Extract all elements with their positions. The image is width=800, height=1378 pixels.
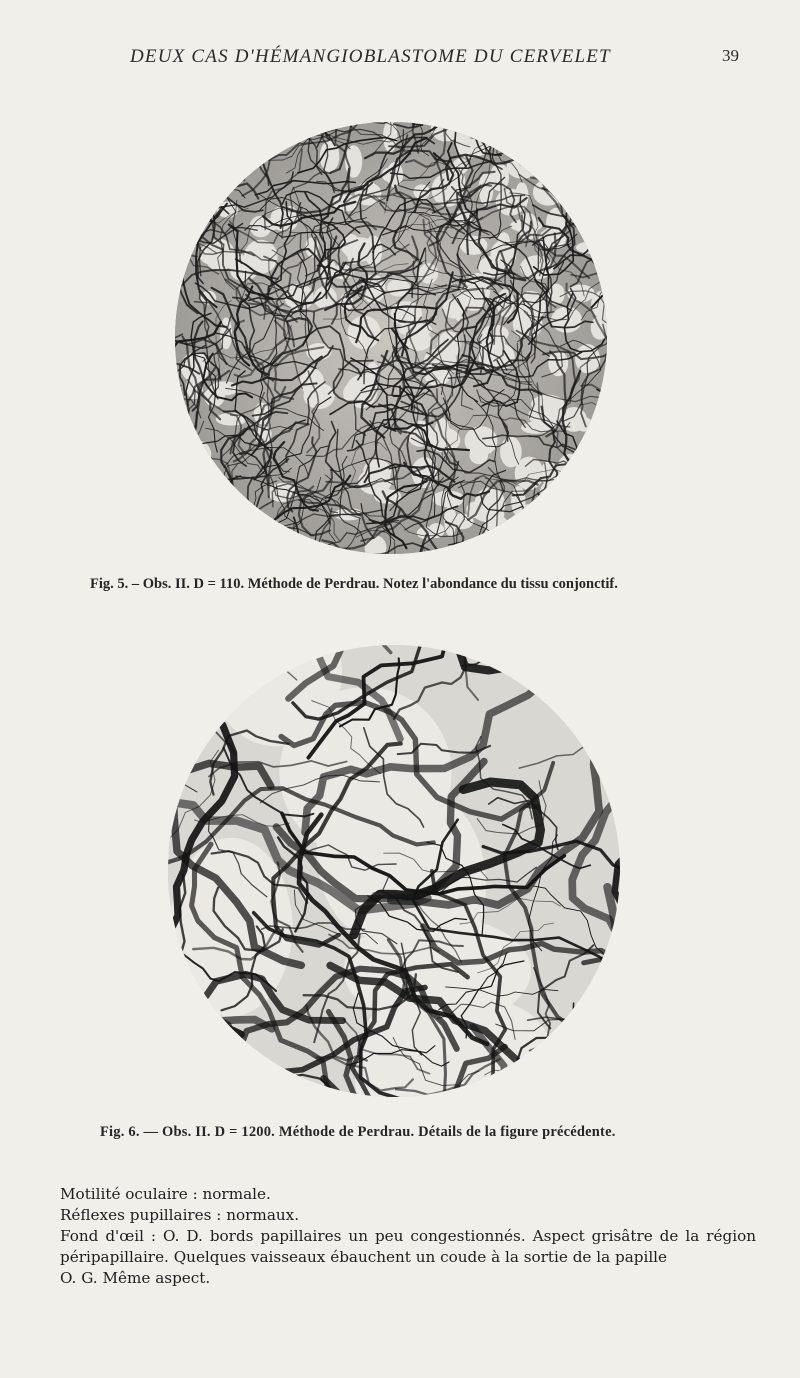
reticulin-fibre <box>523 519 582 554</box>
cell-space <box>541 461 558 485</box>
cell-space <box>591 200 607 221</box>
reticulin-fibre <box>175 523 215 555</box>
reticulin-fibre <box>535 645 620 669</box>
reticulin-fibre <box>587 138 607 230</box>
reticulin-fibre <box>591 456 607 544</box>
page-number: 39 <box>722 46 739 65</box>
cell-space <box>575 122 604 146</box>
reticulin-fibre <box>505 122 541 162</box>
reticulin-fibre <box>574 645 620 647</box>
reticulin-fibre <box>175 415 184 454</box>
reticulin-fibre <box>506 542 580 554</box>
reticulin-fibre <box>175 227 184 264</box>
reticulin-fibre <box>511 122 543 123</box>
reticulin-fibre <box>190 458 217 548</box>
reticulin-fibre <box>188 543 281 554</box>
reticulin-fibre <box>475 533 497 554</box>
cell-space <box>516 527 531 554</box>
cell-space <box>456 125 484 159</box>
cell-space <box>490 122 509 145</box>
cell-space <box>559 505 579 524</box>
reticulin-fibre <box>476 122 559 141</box>
reticulin-fibre <box>538 496 607 546</box>
cell-space <box>244 527 268 554</box>
cell-space <box>558 136 578 156</box>
cell-space <box>497 523 520 539</box>
reticulin-fibre <box>175 122 198 142</box>
reticulin-fibre <box>446 545 510 554</box>
figure-6-micrograph <box>168 645 620 1097</box>
reticulin-fibre <box>281 539 303 554</box>
body-line-left-eye: O. G. Même aspect. <box>60 1269 211 1287</box>
reticulin-fibre <box>576 122 608 193</box>
reticulin-fibre <box>589 505 607 514</box>
cell-space <box>578 456 605 481</box>
reticulin-fibre <box>175 122 229 138</box>
reticulin-fibre <box>175 153 183 241</box>
reticulin-fibre <box>527 127 596 162</box>
reticulin-fibre <box>493 528 567 554</box>
reticulin-fibre <box>175 175 209 234</box>
reticulin-fibre <box>175 517 179 534</box>
reticulin-fibre <box>175 483 226 512</box>
reticulin-fibre <box>575 491 607 538</box>
reticulin-fibre <box>599 438 608 488</box>
reticulin-fibre <box>568 550 600 554</box>
reticulin-fibre <box>593 188 607 243</box>
reticulin-fibre <box>175 136 202 164</box>
reticulin-fibre <box>175 385 181 454</box>
body-paragraph-fundus: Fond d'œil : O. D. bords papillaires un peu congestionnés. Aspect grisâtre de la région péripapillaire. Quelques vaisseaux ébauchent un coude à la sortie de la papille <box>60 1227 756 1266</box>
cell-space <box>565 489 598 507</box>
cell-space <box>175 173 186 185</box>
figure-6-caption: Fig. 6. — Obs. II. D = 1200. Méthode de Perdrau. Détails de la figure précédente. <box>100 1124 616 1140</box>
reticulin-fibre <box>478 534 542 555</box>
cell-space <box>175 512 184 529</box>
reticulin-fibre <box>175 518 214 554</box>
reticulin-fibre <box>175 544 183 554</box>
cell-space <box>175 182 204 211</box>
reticulin-fibre <box>521 533 579 554</box>
reticulin-fibre <box>200 122 252 133</box>
reticulin-fibre <box>512 645 576 648</box>
reticulin-fibre <box>573 122 607 165</box>
reticulin-fibre <box>538 463 590 519</box>
reticulin-fibre <box>568 454 580 545</box>
cell-space <box>554 464 573 491</box>
cell-space <box>185 216 201 229</box>
body-line-motility: Motilité oculaire : normale. <box>60 1185 271 1203</box>
reticulin-fibre <box>175 443 199 516</box>
body-line-reflexes: Réflexes pupillaires : normaux. <box>60 1206 300 1224</box>
cell-space <box>541 491 572 523</box>
cell-space <box>180 477 194 494</box>
reticulin-fibre <box>202 538 246 554</box>
cell-space <box>536 132 565 151</box>
reticulin-fibre <box>193 544 239 554</box>
cell-space <box>203 163 217 175</box>
reticulin-fibre <box>535 122 607 143</box>
reticulin-fibre <box>544 512 596 554</box>
figure-5-caption: Fig. 5. – Obs. II. D = 110. Méthode de Perdrau. Notez l'abondance du tissu conjonctif. <box>90 576 618 592</box>
running-title: DEUX CAS D'HÉMANGIOBLASTOME DU CERVELET <box>130 46 611 67</box>
cell-space <box>579 147 595 160</box>
reticulin-fibre <box>593 453 607 486</box>
cell-space <box>567 285 595 303</box>
cell-space <box>223 129 235 159</box>
cell-space <box>192 128 206 154</box>
reticulin-fibre <box>533 487 585 554</box>
cell-space <box>348 316 381 349</box>
reticulin-fibre <box>284 546 330 554</box>
reticulin-fibre <box>462 645 558 666</box>
reticulin-fibre <box>175 448 192 460</box>
reticulin-fibre <box>531 143 587 185</box>
reticulin-fibre <box>576 478 607 544</box>
body-text <box>44 1184 756 1289</box>
reticulin-fibre <box>593 133 608 157</box>
cell-space <box>507 156 539 179</box>
reticulin-fibre <box>601 484 607 528</box>
reticulin-fibre <box>582 487 607 513</box>
reticulin-fibre <box>256 544 294 554</box>
cell-space <box>545 156 564 188</box>
cell-space <box>515 457 544 490</box>
cell-space <box>470 447 489 465</box>
cell-space <box>581 138 595 156</box>
cell-space <box>592 209 607 224</box>
reticulin-fibre <box>573 1003 620 1032</box>
reticulin-fibre <box>575 645 599 684</box>
cell-space <box>195 122 221 131</box>
reticulin-fibre <box>175 511 207 554</box>
reticulin-fibre <box>175 451 187 502</box>
reticulin-fibre <box>168 645 209 679</box>
cell-space <box>175 464 197 493</box>
cell-space <box>209 476 227 495</box>
reticulin-fibre <box>485 1070 573 1095</box>
reticulin-fibre <box>175 518 239 538</box>
reticulin-fibre <box>457 550 528 554</box>
reticulin-fibre <box>597 519 607 554</box>
cell-space <box>184 441 211 469</box>
cell-space <box>494 525 522 550</box>
reticulin-fibre <box>270 122 314 135</box>
reticulin-fibre <box>236 549 297 554</box>
cell-space <box>231 135 253 155</box>
reticulin-fibre <box>175 482 217 550</box>
cell-space <box>566 459 581 482</box>
figure-5-micrograph <box>175 122 607 554</box>
cell-space <box>240 143 258 169</box>
cell-space <box>250 216 272 238</box>
cell-space <box>249 123 271 147</box>
